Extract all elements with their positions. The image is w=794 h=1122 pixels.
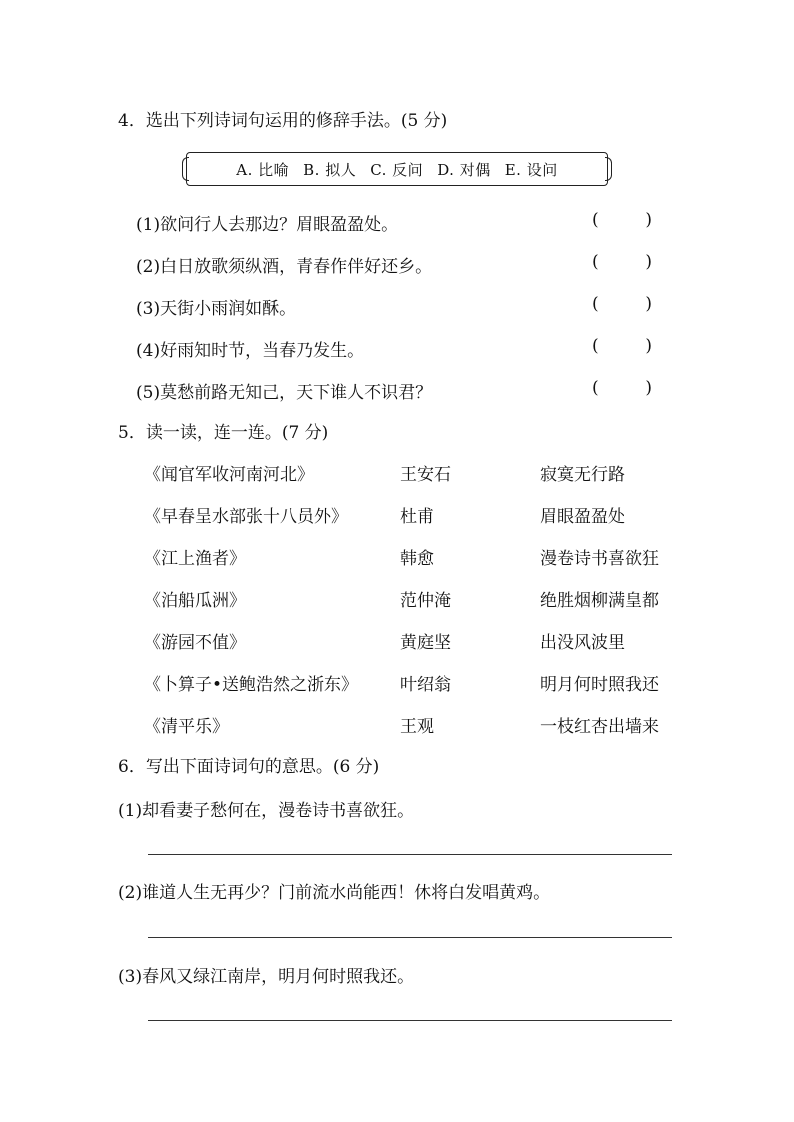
author-3[interactable]: 韩愈 (400, 549, 434, 569)
option-a: A. 比喻 (236, 160, 290, 179)
answer-paren-4[interactable]: ( ) (592, 336, 652, 356)
answer-paren-5[interactable]: ( ) (592, 378, 652, 398)
verse-5[interactable]: 出没风波里 (540, 633, 625, 653)
verse-1[interactable]: 寂寞无行路 (540, 465, 625, 485)
q6-title: 6．写出下面诗词句的意思。(6 分) (118, 757, 380, 777)
verse-3[interactable]: 漫卷诗书喜欲狂 (540, 549, 659, 569)
option-d: D. 对偶 (437, 160, 491, 179)
q6-item-3: (3)春风又绿江南岸，明月何时照我还。 (118, 967, 415, 987)
author-2[interactable]: 杜甫 (400, 507, 434, 527)
option-e: E. 设问 (504, 160, 558, 179)
poem-title-7[interactable]: 《清平乐》 (144, 717, 229, 737)
verse-6[interactable]: 明月何时照我还 (540, 675, 659, 695)
author-5[interactable]: 黄庭坚 (400, 633, 451, 653)
q4-item-2: (2)白日放歌须纵酒，青春作伴好还乡。 (136, 257, 433, 277)
q6-item-2: (2)谁道人生无再少？门前流水尚能西！休将白发唱黄鸡。 (118, 883, 551, 903)
author-4[interactable]: 范仲淹 (400, 591, 451, 611)
answer-paren-1[interactable]: ( ) (592, 210, 652, 230)
verse-7[interactable]: 一枝红杏出墙来 (540, 717, 659, 737)
q6-item-1: (1)却看妻子愁何在，漫卷诗书喜欲狂。 (118, 801, 415, 821)
answer-line-2[interactable] (148, 937, 672, 938)
poem-title-1[interactable]: 《闻官军收河南河北》 (144, 465, 314, 485)
answer-paren-3[interactable]: ( ) (592, 294, 652, 314)
q4-item-3: (3)天街小雨润如酥。 (136, 299, 297, 319)
poem-title-2[interactable]: 《早春呈水部张十八员外》 (144, 507, 348, 527)
q4-item-4: (4)好雨知时节，当春乃发生。 (136, 341, 365, 361)
author-7[interactable]: 王观 (400, 717, 434, 737)
author-1[interactable]: 王安石 (400, 465, 451, 485)
poem-title-5[interactable]: 《游园不值》 (144, 633, 246, 653)
answer-line-3[interactable] (148, 1020, 672, 1021)
poem-title-4[interactable]: 《泊船瓜洲》 (144, 591, 246, 611)
q4-title: 4．选出下列诗词句运用的修辞手法。(5 分) (118, 111, 448, 131)
answer-paren-2[interactable]: ( ) (592, 252, 652, 272)
author-6[interactable]: 叶绍翁 (400, 675, 451, 695)
option-c: C. 反问 (370, 160, 424, 179)
options-box (186, 152, 608, 186)
poem-title-6[interactable]: 《卜算子•送鲍浩然之浙东》 (144, 675, 359, 695)
answer-line-1[interactable] (148, 854, 672, 855)
verse-4[interactable]: 绝胜烟柳满皇都 (540, 591, 659, 611)
verse-2[interactable]: 眉眼盈盈处 (540, 507, 625, 527)
option-b: B. 拟人 (303, 160, 357, 179)
poem-title-3[interactable]: 《江上渔者》 (144, 549, 246, 569)
q4-item-1: (1)欲问行人去那边？眉眼盈盈处。 (136, 215, 399, 235)
q5-title: 5．读一读，连一连。(7 分) (118, 423, 329, 443)
q4-item-5: (5)莫愁前路无知己，天下谁人不识君？ (136, 383, 433, 403)
